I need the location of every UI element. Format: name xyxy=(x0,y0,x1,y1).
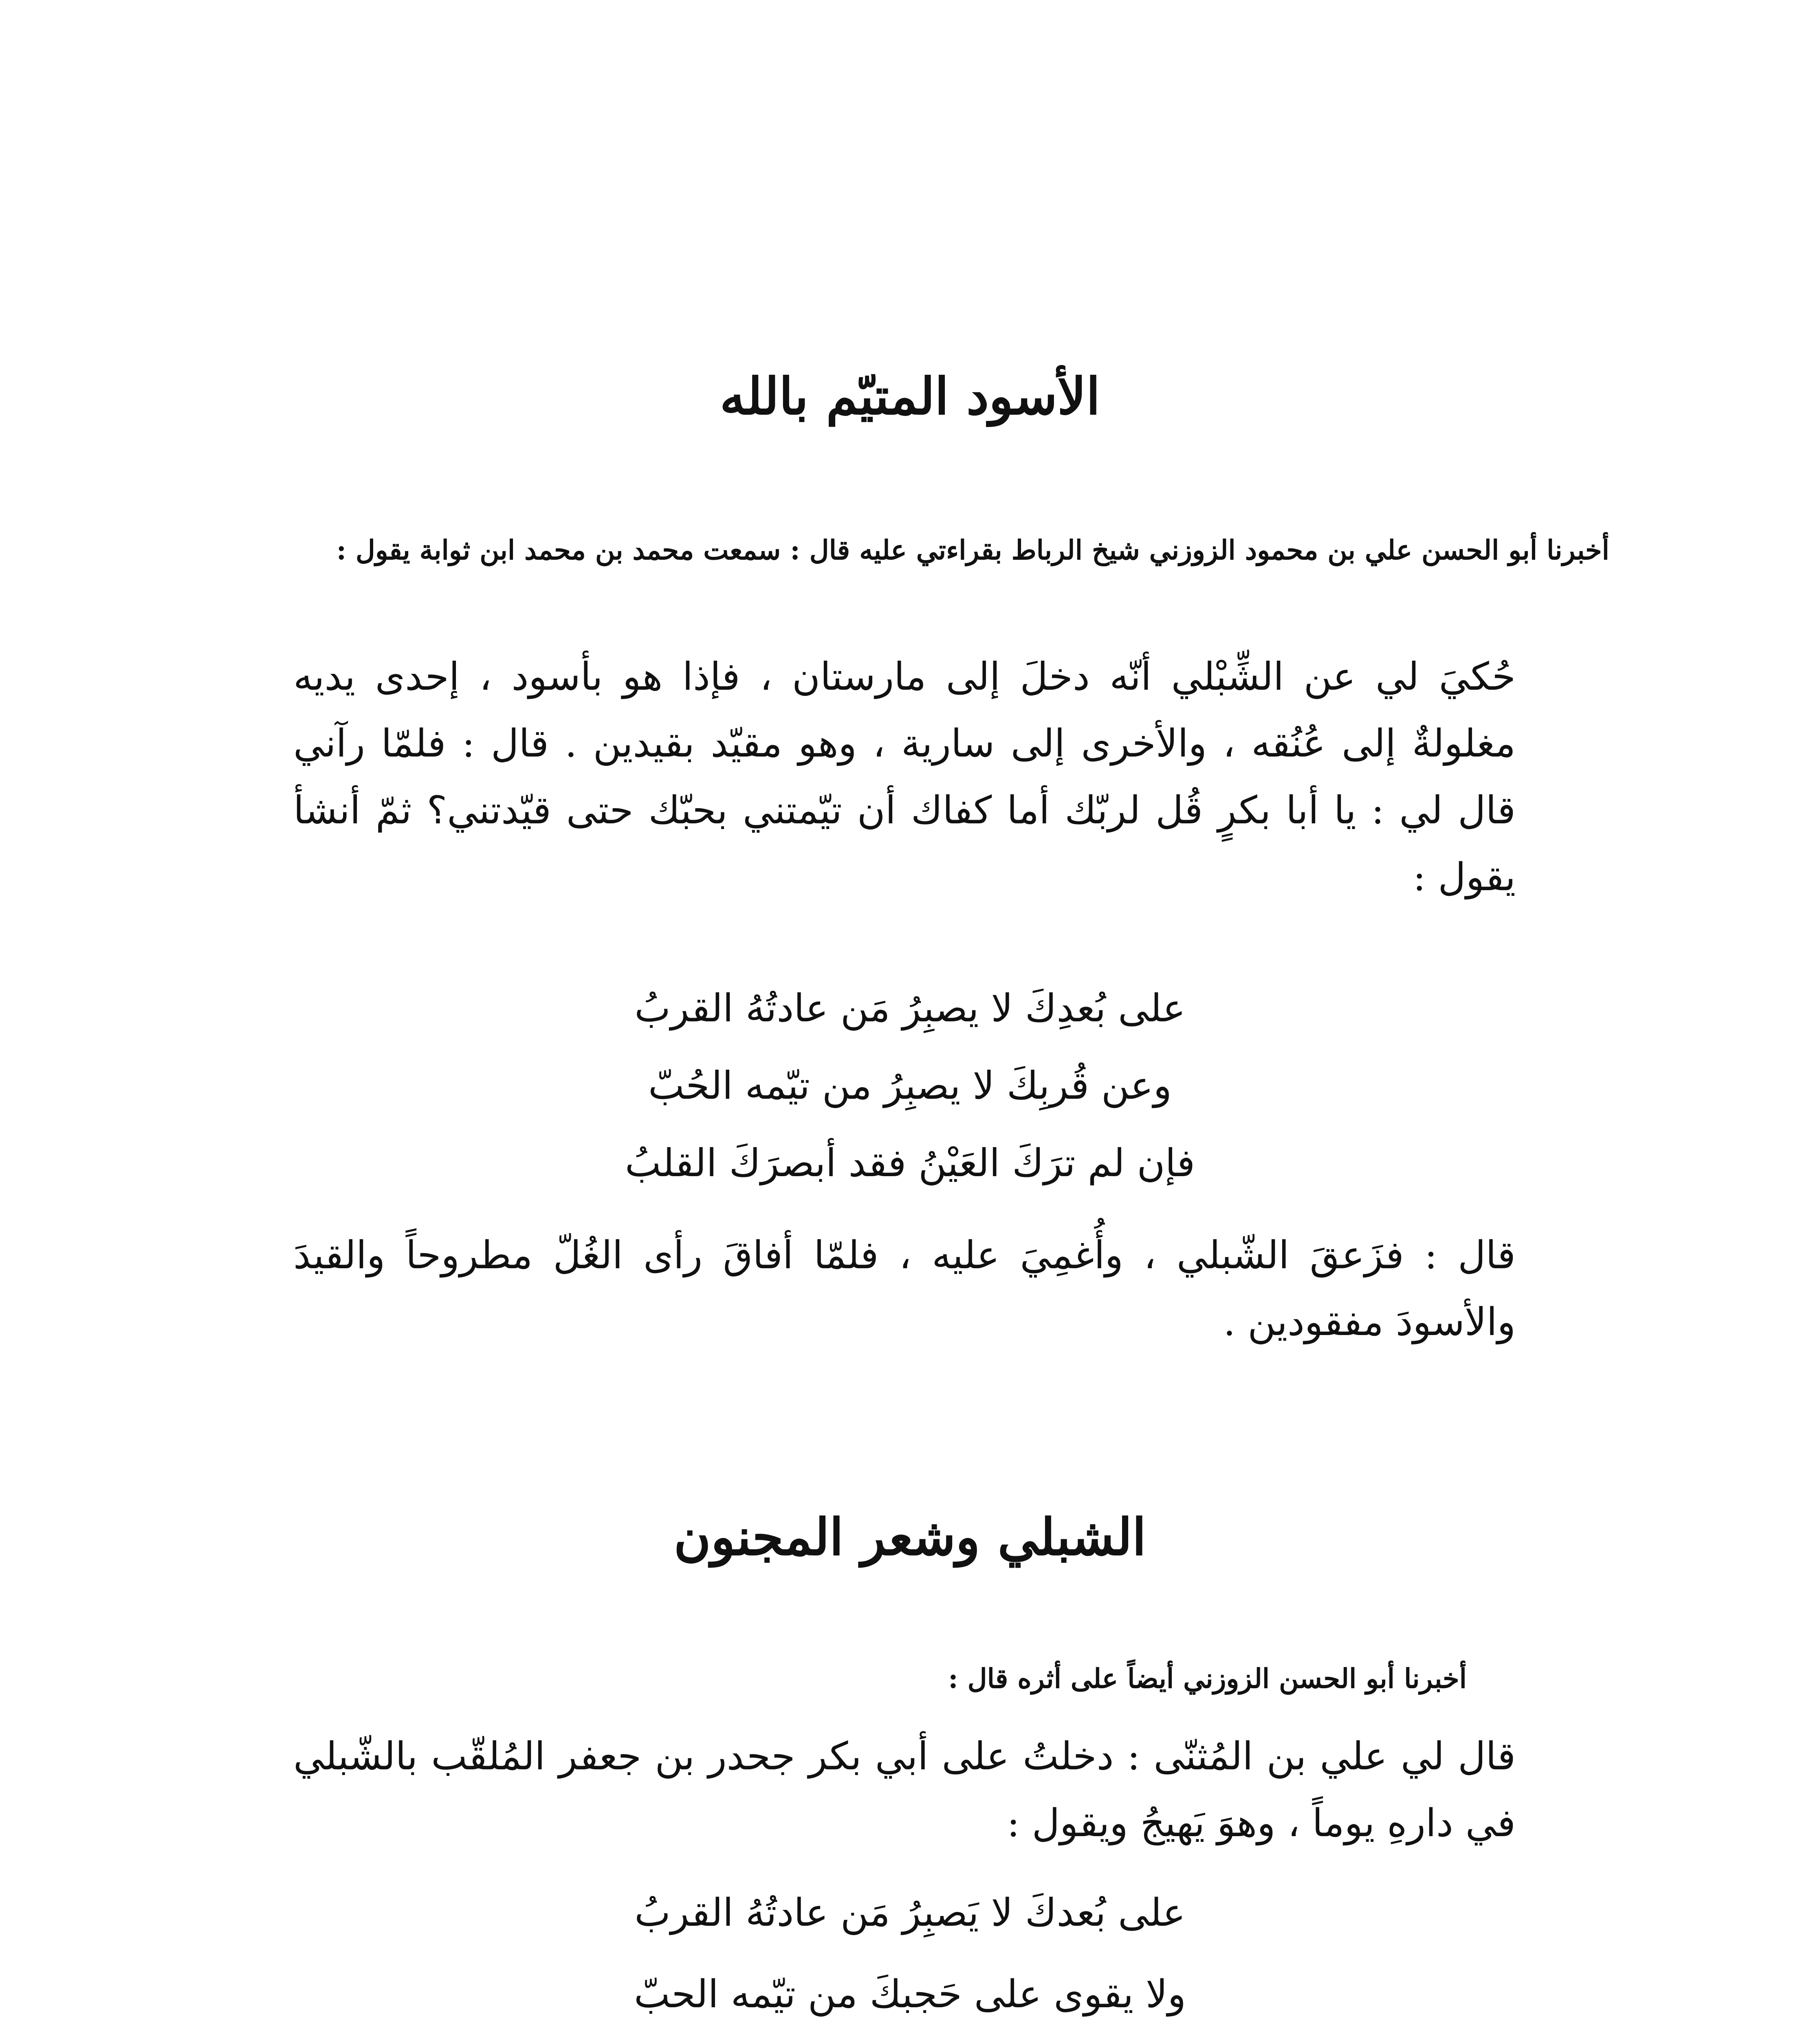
narrative-paragraph: قال : فزَعقَ الشّبلي ، وأُغمِيَ عليه ، فلمّا أفاقَ رأى الغُلّ مطروحاً والقيدَ والأسودَ مفقودين . xyxy=(293,1233,1516,1344)
narrative-paragraph: قال لي علي بن المُثنّى : دخلتُ على أبي بكر جحدر بن جعفر المُلقّب بالشّبلي في دارهِ يوماً ، وهوَ يَهيجُ ويقول : xyxy=(293,1734,1516,1846)
isnad-chain: أخبرنا أبو الحسن علي بن محمود الزوزني شيخ الرباط بقراءتي عليه قال : سمعت محمد بن محمد ابن ثوابة يقول : xyxy=(336,534,1609,566)
section-title: الشبلي وشعر المجنون xyxy=(673,1508,1147,1567)
isnad-chain: أخبرنا أبو الحسن الزوزني أيضاً على أثره قال : xyxy=(948,1663,1467,1694)
verse-line: على بُعدِكَ لا يصبِرُ مَن عادتُهُ القربُ xyxy=(634,986,1186,1031)
narrative-paragraph: حُكيَ لي عن الشِّبْلي أنّه دخلَ إلى مارستان ، فإذا هو بأسود ، إحدى يديه مغلولةٌ إلى عُنُقه ، والأخرى إلى سارية ، وهو مقيّد بقيدين . قال : فلمّا رآني قال لي : يا أبا بكرٍ قُل لربّك أما كفاك أن تيّمتني بحبّك حتى قيّدتني؟ ثمّ أنشأ يقول : xyxy=(293,655,1516,900)
verse-line: وعن قُربِكَ لا يصبِرُ من تيّمه الحُبّ xyxy=(648,1064,1172,1108)
verse-line: على بُعدكَ لا يَصبِرُ مَن عادتُهُ القربُ xyxy=(634,1891,1186,1935)
verse-line: ولا يقوى على حَجبكَ من تيّمه الحبّ xyxy=(634,1972,1186,2017)
verse-line: فإن لم ترَكَ العَيْنُ فقد أبصرَكَ القلبُ xyxy=(625,1141,1195,1186)
section-title: الأسود المتيّم بالله xyxy=(720,367,1100,426)
